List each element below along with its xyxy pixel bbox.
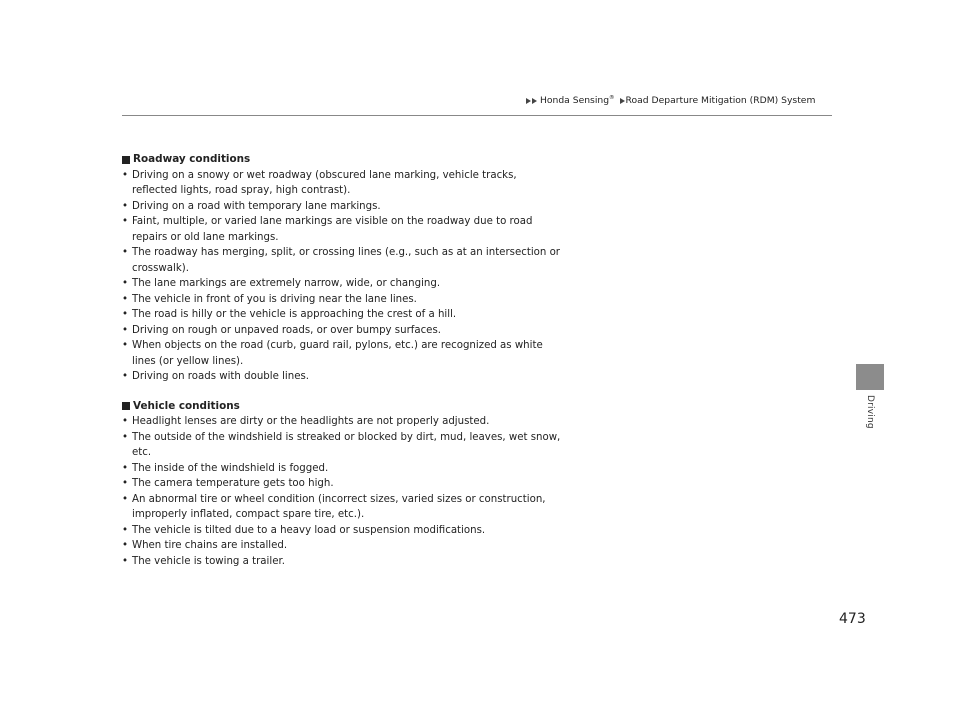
list-item: • When tire chains are installed.: [122, 538, 562, 554]
list-item: • The vehicle is tilted due to a heavy load or suspension modifications.: [122, 523, 562, 539]
breadcrumb-item-rdm: Road Departure Mitigation (RDM) System: [625, 95, 816, 107]
section-title: Roadway conditions: [122, 152, 562, 168]
list-item: • The roadway has merging, split, or crossing lines (e.g., such as at an intersection or crosswalk).: [122, 245, 562, 276]
list-item: • Headlight lenses are dirty or the headlights are not properly adjusted.: [122, 414, 562, 430]
list-item: • Driving on a road with temporary lane markings.: [122, 199, 562, 215]
chapter-tab-marker: [856, 364, 884, 390]
section-title: Vehicle conditions: [122, 399, 562, 415]
list-item: • Driving on rough or unpaved roads, or over bumpy surfaces.: [122, 323, 562, 339]
section-vehicle-conditions: [122, 399, 562, 570]
breadcrumb-arrow-icon: [526, 98, 531, 104]
list-item: • When objects on the road (curb, guard rail, pylons, etc.) are recognized as white lines (or yellow lines).: [122, 338, 562, 369]
section-square-icon: [122, 156, 130, 164]
section-roadway-conditions: [122, 152, 562, 385]
breadcrumb-arrow-icon: [620, 98, 625, 104]
section-square-icon: [122, 402, 130, 410]
list-item: • The camera temperature gets too high.: [122, 476, 562, 492]
bullet-list: [122, 414, 562, 569]
page-number: 473: [839, 611, 866, 627]
list-item: • The vehicle in front of you is driving near the lane lines.: [122, 292, 562, 308]
header-divider: [122, 115, 832, 116]
breadcrumb-item-honda-sensing: Honda Sensing®: [540, 95, 615, 107]
list-item: • Driving on a snowy or wet roadway (obscured lane marking, vehicle tracks, reflected lights, road spray, high contrast).: [122, 168, 562, 199]
main-content: [122, 152, 562, 583]
list-item: • The outside of the windshield is streaked or blocked by dirt, mud, leaves, wet snow, etc.: [122, 430, 562, 461]
chapter-tab-label: Driving: [865, 395, 875, 429]
list-item: • Faint, multiple, or varied lane markings are visible on the roadway due to road repairs or old lane markings.: [122, 214, 562, 245]
list-item: • The lane markings are extremely narrow, wide, or changing.: [122, 276, 562, 292]
list-item: • The vehicle is towing a trailer.: [122, 554, 562, 570]
bullet-list: [122, 168, 562, 385]
list-item: • An abnormal tire or wheel condition (incorrect sizes, varied sizes or construction, improperly inflated, compact spare tire, etc.).: [122, 492, 562, 523]
list-item: • The inside of the windshield is fogged.: [122, 461, 562, 477]
breadcrumb: [526, 95, 818, 106]
list-item: • Driving on roads with double lines.: [122, 369, 562, 385]
breadcrumb-arrow-icon: [532, 98, 537, 104]
list-item: • The road is hilly or the vehicle is approaching the crest of a hill.: [122, 307, 562, 323]
